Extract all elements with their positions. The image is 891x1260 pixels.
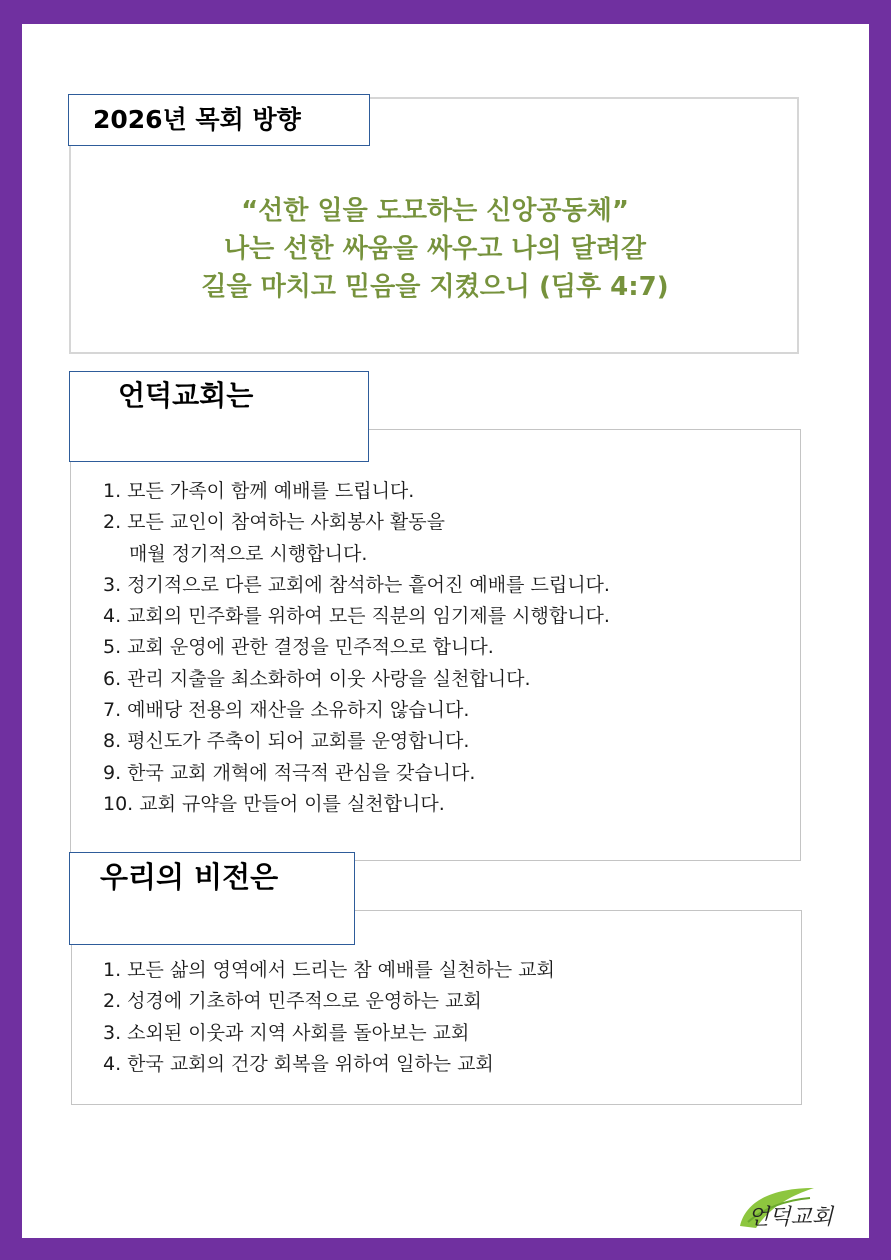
list-item: 9. 한국 교회 개혁에 적극적 관심을 갖습니다. <box>103 761 476 784</box>
list-item: 4. 교회의 민주화를 위하여 모든 직분의 임기제를 시행합니다. <box>103 605 610 628</box>
church-heading: 언덕교회는 <box>118 379 254 412</box>
theme-line: “선한 일을 도모하는 신앙공동체” <box>241 196 629 226</box>
list-item: 2. 모든 교인이 참여하는 사회봉사 활동을 매월 정기적으로 시행합니다. <box>103 511 445 565</box>
church-heading-tab <box>69 371 369 462</box>
direction-heading: 2026년 목회 방향 <box>93 105 301 134</box>
list-item: 3. 정기적으로 다른 교회에 참석하는 흩어진 예배를 드립니다. <box>103 573 610 596</box>
church-principles-list <box>103 476 610 820</box>
list-item: 1. 모든 삶의 영역에서 드리는 참 예배를 실천하는 교회 <box>103 959 555 981</box>
vision-list <box>103 955 555 1080</box>
theme-line: 나는 선한 싸움을 싸우고 나의 달려갈 <box>224 234 646 264</box>
list-item: 8. 평신도가 주축이 되어 교회를 운영합니다. <box>103 730 470 753</box>
list-item: 3. 소외된 이웃과 지역 사회를 돌아보는 교회 <box>103 1021 470 1044</box>
logo-text: 언덕교회 <box>748 1205 834 1230</box>
list-item: 4. 한국 교회의 건강 회복을 위하여 일하는 교회 <box>103 1052 494 1075</box>
list-item: 5. 교회 운영에 관한 결정을 민주적으로 합니다. <box>103 636 494 659</box>
list-item: 2. 성경에 기초하여 민주적으로 운영하는 교회 <box>103 990 482 1013</box>
theme-line: 길을 마치고 믿음을 지켰으니 (딤후 4:7) <box>201 272 669 302</box>
direction-heading-tab <box>68 94 370 146</box>
list-item: 6. 관리 지출을 최소화하여 이웃 사랑을 실천합니다. <box>103 667 531 690</box>
list-item: 10. 교회 규약을 만들어 이를 실천합니다. <box>103 792 445 815</box>
list-item: 7. 예배당 전용의 재산을 소유하지 않습니다. <box>103 699 470 722</box>
vision-heading: 우리의 비전은 <box>100 860 279 894</box>
direction-theme <box>70 192 800 306</box>
vision-heading-tab <box>69 852 355 945</box>
list-item: 1. 모든 가족이 함께 예배를 드립니다. <box>103 480 415 502</box>
